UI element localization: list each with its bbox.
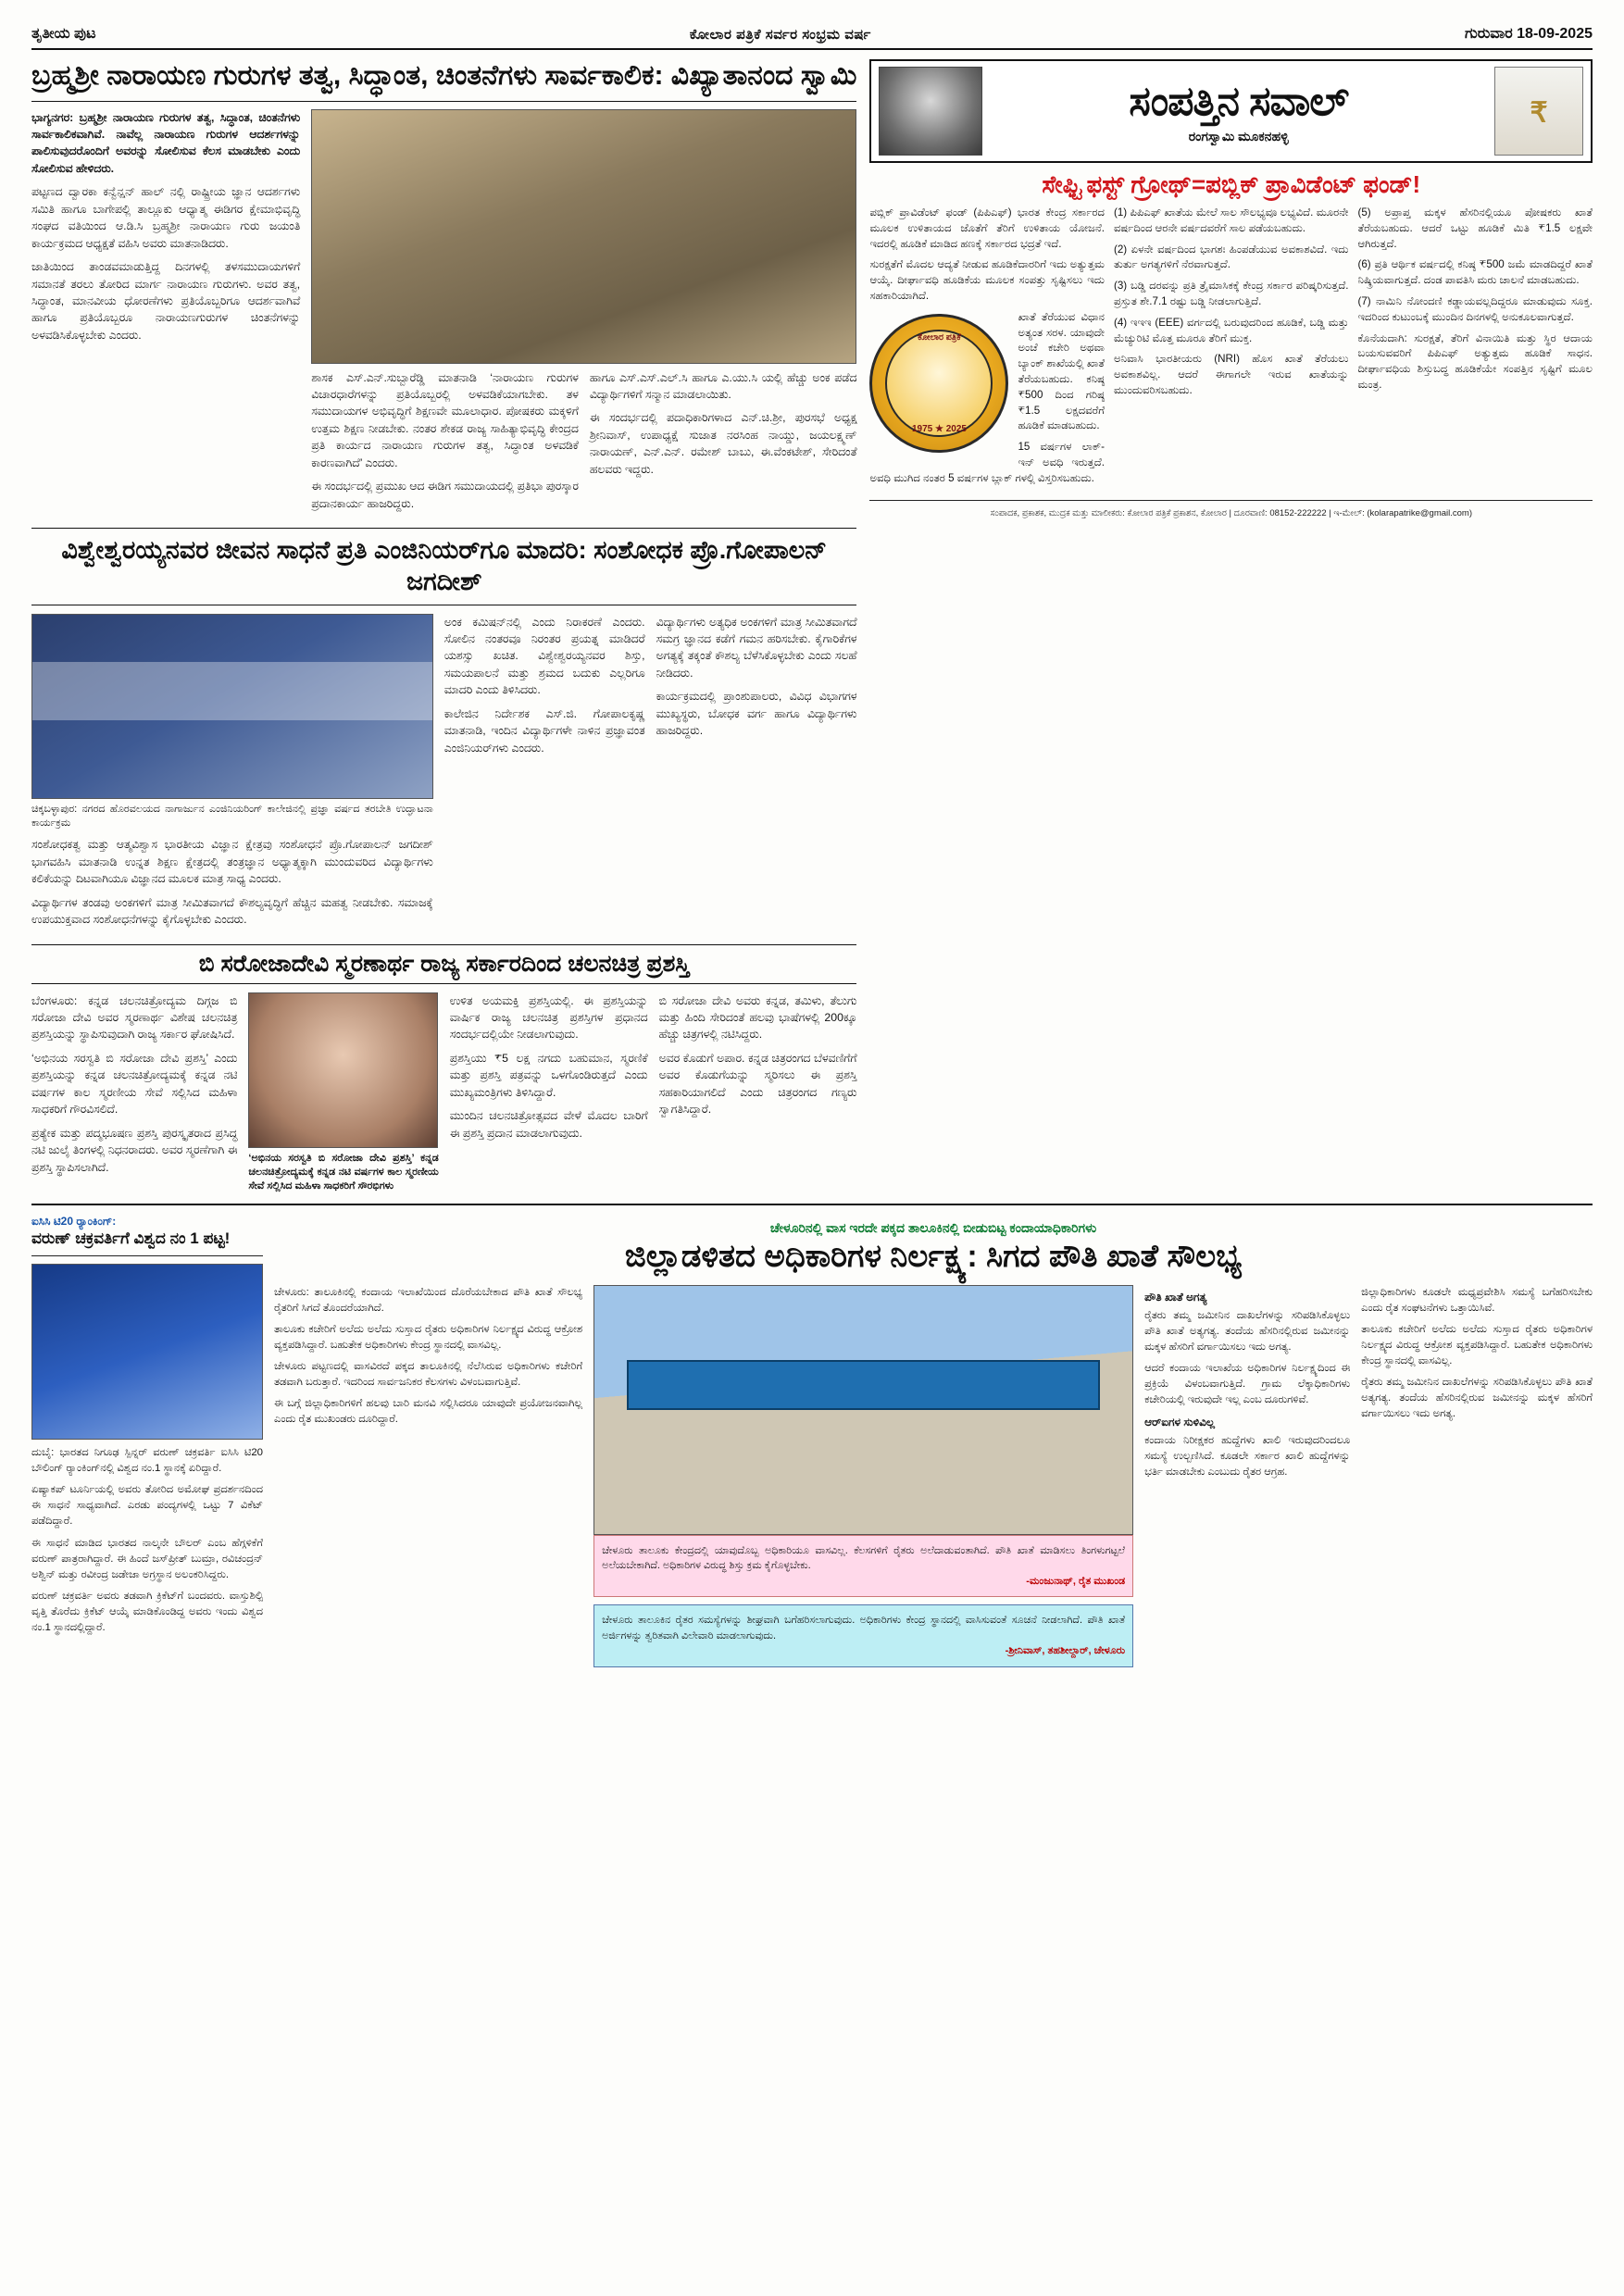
story2-photo-block (31, 614, 433, 935)
quote-text: ಚೇಳೂರು ತಾಲೂಕಿನ ರೈತರ ಸಮಸ್ಯೆಗಳನ್ನು ಶೀಘ್ರವಾಗಿ ಬಗೆಹರಿಸಲಾಗುವುದು. ಅಧಿಕಾರಿಗಳು ಕೇಂದ್ರ ಸ್ಥಾನದಲ್ಲಿ ವಾಸಿಸುವಂತೆ ಸೂಚನೆ ನೀಡಲಾಗಿದೆ. ಪೌತಿ ಖಾತೆ ಅರ್ಜಿಗಳನ್ನು ತ್ವರಿತವಾಗಿ ವಿಲೇವಾರಿ ಮಾಡಲಾಗುವುದು. (602, 1615, 1126, 1641)
story1-lead: ಭಾಗ್ಯನಗರ: ಬ್ರಹ್ಮಶ್ರೀ ನಾರಾಯಣ ಗುರುಗಳ ತತ್ವ, ಸಿದ್ಧಾಂತ, ಚಿಂತನೆಗಳು ಸಾರ್ವಕಾಲಿಕವಾಗಿವೆ. ನಾವೆಲ್ಲ ನಾರಾಯಣ ಗುರುಗಳ ಆದರ್ಶಗಳನ್ನು ಪಾಲಿಸುವುದರೊಂದಿಗೆ ಅವರನ್ನು ಸೋಲಿಸುವ ಕೆಲಸ ಮಾಡಬೇಕು ಎಂದು ಸೋಲಿಸುವ ಹೇಳಿದರು. (31, 110, 301, 175)
story1-col2 (311, 369, 579, 519)
top-section (31, 59, 1593, 1194)
masthead-center-title: ಕೋಲಾರ ಪತ್ರಿಕೆ ಸರ್ವರ ಸಂಭ್ರಮ ವರ್ಷ (689, 26, 871, 43)
paragraph: ವಿದ್ಯಾರ್ಥಿಗಳ ತಂಡವು ಅಂಕಗಳಿಗೆ ಮಾತ್ರ ಸೀಮಿತವಾಗದೆ ಕೌಶಲ್ಯವೃದ್ಧಿಗೆ ಹೆಚ್ಚಿನ ಮಹತ್ವ ನೀಡಬೇಕು. ಸಮಾಜಕ್ಕೆ ಉಪಯುಕ್ತವಾದ ಸಂಶೋಧನೆಗಳನ್ನು ಕೈಗೊಳ್ಳಬೇಕು ಎಂದರು. (31, 895, 433, 927)
finance-author: ರಂಗಸ್ವಾಮಿ ಮೂಕನಹಳ್ಳಿ (1188, 128, 1289, 144)
quote-text: ಚೇಳೂರು ತಾಲೂಕು ಕೇಂದ್ರದಲ್ಲಿ ಯಾವುದೊಬ್ಬ ಅಧಿಕಾರಿಯೂ ವಾಸವಿಲ್ಲ. ಕೆಲಸಗಳಿಗೆ ರೈತರು ಅಲೆದಾಡುವಂತಾಗಿದೆ. ಪೌತಿ ಖಾತೆ ಮಾಡಿಸಲು ತಿಂಗಳುಗಟ್ಟಲೆ ಅಲೆಯಬೇಕಾಗಿದೆ. ಅಧಿಕಾರಿಗಳ ವಿರುದ್ಧ ಶಿಸ್ತು ಕ್ರಮ ಕೈಗೊಳ್ಳಬೇಕು. (602, 1544, 1126, 1572)
story1-photo (311, 109, 856, 364)
story3-col3 (659, 992, 857, 1194)
subheading-ri: ಆರ್‌ಐಗಳ ಸುಳಿವಿಲ್ಲ (1144, 1416, 1216, 1429)
quote-attribution: -ಶ್ರೀನಿವಾಸ್, ತಹಶೀಲ್ದಾರ್, ಚೇಳೂರು (1005, 1645, 1126, 1657)
story-narayana-guru (31, 59, 856, 1194)
quote-attribution: -ಮಂಜುನಾಥ್, ರೈತ ಮುಖಂಡ (1026, 1575, 1126, 1587)
paragraph: ದುಬೈ: ಭಾರತದ ನಿಗೂಢ ಸ್ಪಿನ್ನರ್ ವರುಣ್ ಚಕ್ರವರ್ತಿ ಐಸಿಸಿ ಟಿ20 ಬೌಲಿಂಗ್ ರ‍್ಯಾಂಕಿಂಗ್‌ನಲ್ಲಿ ವಿಶ್ವದ ನಂ.1 ಸ್ಥಾನಕ್ಕೆ ಏರಿದ್ದಾರೆ. (31, 1446, 263, 1475)
paragraph: ಅಂಕ ಕಮಿಷನ್‌ನಲ್ಲಿ ಎಂದು ನಿರಾಕರಣೆ ಎಂದರು. ಸೋಲಿನ ನಂತರವೂ ನಿರಂತರ ಪ್ರಯತ್ನ ಮಾಡಿದರೆ ಯಶಸ್ಸು ಖಚಿತ. ವಿಶ್ವೇಶ್ವರಯ್ಯನವರ ಶಿಸ್ತು, ಸಮಯಪಾಲನೆ ಮತ್ತು ಶ್ರಮದ ಬದುಕು ಎಲ್ಲರಿಗೂ ಮಾದರಿ ಎಂದು ತಿಳಿಸಿದರು. (443, 615, 645, 697)
finance-col2 (1114, 206, 1349, 493)
finance-subtitle: ಸೇಫ್ಟಿ ಫಸ್ಟ್ ಗ್ರೋಥ್=ಪಬ್ಲಿಕ್ ಪ್ರಾವಿಡೆಂಟ್ ಫಂಡ್! (1042, 170, 1421, 198)
paragraph: 15 ವರ್ಷಗಳ ಲಾಕ್-ಇನ್ ಅವಧಿ ಇರುತ್ತದೆ. ಅವಧಿ ಮುಗಿದ ನಂತರ 5 ವರ್ಷಗಳ ಬ್ಲಾಕ್ ಗಳಲ್ಲಿ ವಿಸ್ತರಿಸಬಹುದು. (869, 441, 1105, 484)
paragraph: ರೈತರು ತಮ್ಮ ಜಮೀನಿನ ದಾಖಲೆಗಳನ್ನು ಸರಿಪಡಿಸಿಕೊಳ್ಳಲು ಪೌತಿ ಖಾತೆ ಅತ್ಯಗತ್ಯ. ತಂದೆಯ ಹೆಸರಿನಲ್ಲಿರುವ ಜಮೀನನ್ನು ಮಕ್ಕಳ ಹೆಸರಿಗೆ ವರ್ಗಾಯಿಸಲು ಇದು ಅಗತ್ಯ. (1361, 1377, 1593, 1420)
story-vishweshwaraya-headline: ವಿಶ್ವೇಶ್ವರಯ್ಯನವರ ಜೀವನ ಸಾಧನೆ ಪ್ರತಿ ಎಂಜಿನಿಯರ್‌ಗೂ ಮಾದರಿ: ಸಂಶೋಧಕ ಪ್ರೊ.ಗೋಪಾಲನ್ ಜಗದೀಶ್ (31, 528, 856, 605)
finance-banner (869, 59, 1593, 163)
paragraph: (4) ಇಇಇ (EEE) ವರ್ಗದಲ್ಲಿ ಬರುವುದರಿಂದ ಹೂಡಿಕೆ, ಬಡ್ಡಿ ಮತ್ತು ಮೆಚ್ಯುರಿಟಿ ಮೊತ್ತ ಮೂರೂ ತೆರಿಗೆ ಮುಕ್ತ. (1113, 316, 1349, 344)
taluk-office-photo (593, 1285, 1133, 1535)
seal-years: 1975 ★ 2025 (911, 424, 967, 435)
paragraph: ವರುಣ್ ಚಕ್ರವರ್ತಿ ಅವರು ತಡವಾಗಿ ಕ್ರಿಕೆಟ್‌ಗೆ ಬಂದವರು. ವಾಸ್ತುಶಿಲ್ಪಿ ವೃತ್ತಿ ತೊರೆದು ಕ್ರಿಕೆಟ್ ಆಯ್ಕೆ ಮಾಡಿಕೊಂಡಿದ್ದ ಅವರು ಇಂದು ವಿಶ್ವದ ನಂ.1 ಸ್ಥಾನದಲ್ಲಿದ್ದಾರೆ. (31, 1590, 263, 1634)
masthead-day: ಗುರುವಾರ (1465, 26, 1513, 42)
paragraph: ಬಿ ಸರೋಜಾ ದೇವಿ ಅವರು ಕನ್ನಡ, ತಮಿಳು, ತೆಲುಗು ಮತ್ತು ಹಿಂದಿ ಸೇರಿದಂತೆ ಹಲವು ಭಾಷೆಗಳಲ್ಲಿ 200ಕ್ಕೂ ಹೆಚ್ಚು ಚಿತ್ರಗಳಲ್ಲಿ ನಟಿಸಿದ್ದರು. (658, 993, 857, 1042)
sports-headline: ವರುಣ್ ಚಕ್ರವರ್ತಿಗೆ ವಿಶ್ವದ ನಂ 1 ಪಟ್ಟ! (31, 1229, 231, 1247)
bottom-photo-block (593, 1285, 1133, 1667)
masthead (31, 26, 1593, 50)
sports-column (31, 1215, 263, 1667)
story1-col1 (31, 109, 300, 519)
sports-body (31, 1445, 263, 1636)
paragraph: ಪ್ರಶಸ್ತಿಯು ₹5 ಲಕ್ಷ ನಗದು ಬಹುಮಾನ, ಸ್ಮರಣಿಕೆ ಮತ್ತು ಪ್ರಶಸ್ತಿ ಪತ್ರವನ್ನು ಒಳಗೊಂಡಿರುತ್ತದೆ ಎಂದು ಮುಖ್ಯಮಂತ್ರಿಗಳು ತಿಳಿಸಿದ್ದಾರೆ. (449, 1051, 648, 1099)
paragraph: ಅವರ ಕೊಡುಗೆ ಅಪಾರ. ಕನ್ನಡ ಚಿತ್ರರಂಗದ ಬೆಳವಣಿಗೆಗೆ ಅವರ ಕೊಡುಗೆಯನ್ನು ಸ್ಮರಿಸಲು ಈ ಪ್ರಶಸ್ತಿ ಸಹಕಾರಿಯಾಗಲಿದೆ ಎಂದು ಚಿತ್ರರಂಗದ ಗಣ್ಯರು ಸ್ವಾಗತಿಸಿದ್ದಾರೆ. (658, 1051, 857, 1117)
story1-col3 (590, 369, 857, 519)
story3-caption: ‘ಅಭಿನಯ ಸರಸ್ವತಿ ಬಿ ಸರೋಜಾ ದೇವಿ ಪ್ರಶಸ್ತಿ’ ಕನ್ನಡ ಚಲನಚಿತ್ರೋದ್ಯಮಕ್ಕೆ ಕನ್ನಡ ನಟಿ ವರ್ಷಗಳ ಕಾಲ ಸ್ಮರಣೀಯ ಸೇವೆ ಸಲ್ಲಿಸಿದ ಮಹಿಳಾ ಸಾಧಕರಿಗೆ ಸೌರಭಿಗಳು (248, 1152, 439, 1192)
imprint-line: ಸಂಪಾದಕ, ಪ್ರಕಾಶಕ, ಮುದ್ರಕ ಮತ್ತು ಮಾಲೀಕರು: ಕೋಲಾರ ಪತ್ರಿಕೆ ಪ್ರಕಾಶನ, ಕೋಲಾರ | ದೂರವಾಣಿ: 08152-222222 | ಇ-ಮೇಲ್: (kolarapatrike@gmail.com) (990, 507, 1473, 518)
paragraph: ಅನಿವಾಸಿ ಭಾರತೀಯರು (NRI) ಹೊಸ ಖಾತೆ ತೆರೆಯಲು ಅವಕಾಶವಿಲ್ಲ. ಆದರೆ ಈಗಾಗಲೇ ಇರುವ ಖಾತೆಯನ್ನು ಮುಂದುವರಿಸಬಹುದು. (1113, 353, 1349, 396)
bottom-section (31, 1215, 1593, 1667)
story-saroja-devi-headline: ಬಿ ಸರೋಜಾದೇವಿ ಸ್ಮರಣಾರ್ಥ ರಾಜ್ಯ ಸರ್ಕಾರದಿಂದ ಚಲನಚಿತ್ರ ಪ್ರಶಸ್ತಿ (31, 944, 856, 984)
paragraph: ಕಾಲೇಜಿನ ನಿರ್ದೇಶಕ ಎಸ್.ಜಿ. ಗೋಪಾಲಕೃಷ್ಣ ಮಾತನಾಡಿ, ಇಂದಿನ ವಿದ್ಯಾರ್ಥಿಗಳೇ ನಾಳಿನ ಪ್ರಜ್ಞಾವಂತ ಎಂಜಿನಿಯರ್‌ಗಳು ಎಂದರು. (443, 706, 645, 755)
story3 (31, 992, 856, 1194)
paragraph: ಹಾಗೂ ಎಸ್.ಎಸ್.ಎಲ್.ಸಿ ಹಾಗೂ ಎ.ಯು.ಸಿ ಯಲ್ಲಿ ಹೆಚ್ಚು ಅಂಕ ಪಡೆದ ವಿದ್ಯಾರ್ಥಿಗಳಿಗೆ ಸನ್ಮಾನ ಮಾಡಲಾಯಿತು. (589, 370, 857, 402)
bottom-col4 (1361, 1285, 1593, 1667)
subheading-pouti: ಪೌತಿ ಖಾತೆ ಅಗತ್ಯ (1144, 1290, 1207, 1304)
masthead-page-label: ತೃತೀಯ ಪುಟ (31, 26, 96, 42)
paragraph: ಪ್ರತ್ಯೇಕ ಮತ್ತು ಪದ್ಮಭೂಷಣ ಪ್ರಶಸ್ತಿ ಪುರಸ್ಕೃತರಾದ ಪ್ರಸಿದ್ಧ ನಟಿ ಜುಲೈ ತಿಂಗಳಲ್ಲಿ ನಿಧನರಾದರು. ಅವರ ಸ್ಮರಣೆಗಾಗಿ ಈ ಪ್ರಶಸ್ತಿ ಸ್ಥಾಪಿಸಲಾಗಿದೆ. (31, 1126, 238, 1174)
paragraph: ಆದರೆ ಕಂದಾಯ ಇಲಾಖೆಯ ಅಧಿಕಾರಿಗಳ ನಿರ್ಲಕ್ಷ್ಯದಿಂದ ಈ ಪ್ರಕ್ರಿಯೆ ವಿಳಂಬವಾಗುತ್ತಿದೆ. ಗ್ರಾಮ ಲೆಕ್ಕಾಧಿಕಾರಿಗಳು ಕಚೇರಿಯಲ್ಲಿ ಇರುವುದೇ ಇಲ್ಲ ಎಂಬ ದೂರುಗಳಿವೆ. (1144, 1362, 1351, 1406)
finance-col1 (869, 206, 1105, 493)
story2-photo (31, 614, 433, 799)
paragraph: (7) ನಾಮಿನಿ ನೋಂದಣಿ ಕಡ್ಡಾಯವಲ್ಲದಿದ್ದರೂ ಮಾಡುವುದು ಸೂಕ್ತ. ಇದರಿಂದ ಕುಟುಂಬಕ್ಕೆ ಮುಂದಿನ ದಿನಗಳಲ್ಲಿ ಅನುಕೂಲವಾಗುತ್ತದೆ. (1357, 294, 1593, 323)
paragraph: ರೈತರು ತಮ್ಮ ಜಮೀನಿನ ದಾಖಲೆಗಳನ್ನು ಸರಿಪಡಿಸಿಕೊಳ್ಳಲು ಪೌತಿ ಖಾತೆ ಅತ್ಯಗತ್ಯ. ತಂದೆಯ ಹೆಸರಿನಲ್ಲಿರುವ ಜಮೀನನ್ನು ಮಕ್ಕಳ ಹೆಸರಿಗೆ ವರ್ಗಾಯಿಸಲು ಇದು ಅಗತ್ಯ. (1144, 1309, 1351, 1353)
money-plant-icon (1494, 67, 1583, 156)
paragraph: ಕಂದಾಯ ನಿರೀಕ್ಷಕರ ಹುದ್ದೆಗಳು ಖಾಲಿ ಇರುವುದರಿಂದಲೂ ಸಮಸ್ಯೆ ಉಲ್ಬಣಿಸಿದೆ. ಕೂಡಲೇ ಸರ್ಕಾರ ಖಾಲಿ ಹುದ್ದೆಗಳನ್ನು ಭರ್ತಿ ಮಾಡಬೇಕು ಎಂಬುದು ರೈತರ ಆಗ್ರಹ. (1144, 1435, 1351, 1479)
quote-box-official (593, 1604, 1133, 1667)
paragraph: ‘ಅಭಿನಯ ಸರಸ್ವತಿ ಬಿ ಸರೋಜಾ ದೇವಿ ಪ್ರಶಸ್ತಿ’ ಎಂದು ಪ್ರಶಸ್ತಿಯನ್ನು ಕನ್ನಡ ಚಲನಚಿತ್ರೋದ್ಯಮಕ್ಕೆ ಕನ್ನಡ ನಟಿ ವರ್ಷಗಳ ಕಾಲ ಸ್ಮರಣೀಯ ಸೇವೆ ಸಲ್ಲಿಸಿದ ಮಹಿಳಾ ಸಾಧಕರಿಗೆ ಗೌರವಿಸಲಿದೆ. (31, 1051, 238, 1117)
main-bottom-story (274, 1215, 1593, 1667)
paragraph: ಪಟ್ಟಣದ ದ್ವಾರಕಾ ಕನ್ವೆನ್ಷನ್ ಹಾಲ್ ನಲ್ಲಿ ರಾಷ್ಟ್ರೀಯ ಜ್ಞಾನ ಆದರ್ಶಗಳು ಸಮಿತಿ ಹಾಗೂ ಬಾಗೇಪಲ್ಲಿ ತಾಲ್ಲೂಕು ಆಧ್ಯಾತ್ಮ ಈಡಿಗರ ಕ್ಷೇಮಾಭಿವೃದ್ಧಿ ಸಂಘದ ವತಿಯಿಂದ ಆ.ಡಿ.ಸಿ ಬ್ರಹ್ಮಶ್ರೀ ನಾರಾಯಣ ಗುರು ಜಯಂತಿ ಕಾರ್ಯಕ್ರಮದ ಆಧ್ಯಕ್ಷತೆ ವಹಿಸಿ ಅವರು ಮಾತನಾಡಿದರು. (31, 185, 301, 250)
paragraph: ಏಷ್ಯಾಕಪ್ ಟೂರ್ನಿಯಲ್ಲಿ ಅವರು ತೋರಿದ ಅಮೋಘ ಪ್ರದರ್ಶನದಿಂದ ಈ ಸಾಧನೆ ಸಾಧ್ಯವಾಗಿದೆ. ಎರಡು ಪಂದ್ಯಗಳಲ್ಲಿ ಒಟ್ಟು 7 ವಿಕೆಟ್ ಪಡೆದಿದ್ದಾರೆ. (31, 1484, 263, 1528)
story1-photo-block (311, 109, 856, 519)
story2 (31, 614, 856, 935)
paragraph: ಈ ಸಾಧನೆ ಮಾಡಿದ ಭಾರತದ ನಾಲ್ಕನೇ ಬೌಲರ್ ಎಂಬ ಹೆಗ್ಗಳಿಕೆಗೆ ವರುಣ್ ಪಾತ್ರರಾಗಿದ್ದಾರೆ. ಈ ಹಿಂದೆ ಜಸ್‌ಪ್ರೀತ್ ಬುಮ್ರಾ, ರವಿಚಂದ್ರನ್ ಅಶ್ವಿನ್ ಮತ್ತು ರವೀಂದ್ರ ಜಡೇಜಾ ಅಗ್ರಸ್ಥಾನ ಅಲಂಕರಿಸಿದ್ದರು. (31, 1537, 263, 1580)
paragraph: ಚೇಳೂರು: ತಾಲೂಕಿನಲ್ಲಿ ಕಂದಾಯ ಇಲಾಖೆಯಿಂದ ದೊರೆಯಬೇಕಾದ ಪೌತಿ ಖಾತೆ ಸೌಲಭ್ಯ ರೈತರಿಗೆ ಸಿಗದೆ ತೊಂದರೆಯಾಗಿದೆ. (274, 1286, 583, 1314)
paragraph: (2) ಏಳನೇ ವರ್ಷದಿಂದ ಭಾಗಶಃ ಹಿಂಪಡೆಯುವ ಅವಕಾಶವಿದೆ. ಇದು ತುರ್ತು ಅಗತ್ಯಗಳಿಗೆ ನೆರವಾಗುತ್ತದೆ. (1113, 243, 1349, 271)
paragraph: ಖಾತೆ ತೆರೆಯುವ ವಿಧಾನ ಅತ್ಯಂತ ಸರಳ. ಯಾವುದೇ ಅಂಚೆ ಕಚೇರಿ ಅಥವಾ ಬ್ಯಾಂಕ್ ಶಾಖೆಯಲ್ಲಿ ಖಾತೆ ತೆರೆಯಬಹುದು. ಕನಿಷ್ಠ ₹500 ದಿಂದ ಗರಿಷ್ಠ ₹1.5 ಲಕ್ಷದವರೆಗೆ ಹೂಡಿಕೆ ಮಾಡಬಹುದು. (1018, 310, 1105, 432)
finance-col3 (1358, 206, 1593, 493)
sports-photo (31, 1264, 263, 1440)
paragraph: (1) ಪಿಪಿಎಫ್ ಖಾತೆಯ ಮೇಲೆ ಸಾಲ ಸೌಲಭ್ಯವೂ ಲಭ್ಯವಿದೆ. ಮೂರನೇ ವರ್ಷದಿಂದ ಆರನೇ ವರ್ಷದವರೆಗೆ ಸಾಲ ಪಡೆಯಬಹುದು. (1113, 206, 1349, 234)
page-title: ಬ್ರಹ್ಮಶ್ರೀ ನಾರಾಯಣ ಗುರುಗಳ ತತ್ವ, ಸಿದ್ಧಾಂತ, ಚಿಂತನೆಗಳು ಸಾರ್ವಕಾಲಿಕ: ವಿಖ್ಯಾತಾನಂದ ಸ್ವಾಮಿ (31, 59, 856, 102)
story2-col3 (656, 614, 857, 935)
paragraph: ಪಬ್ಲಿಕ್ ಪ್ರಾವಿಡೆಂಟ್ ಫಂಡ್ (ಪಿಪಿಎಫ್) ಭಾರತ ಕೇಂದ್ರ ಸರ್ಕಾರದ ಮೂಲಕ ಉಳಿತಾಯದ ಜೊತೆಗೆ ತೆರಿಗೆ ಉಳಿತಾಯ ಯೋಜನೆ. ಇದರಲ್ಲಿ ಹೂಡಿಕೆ ಮಾಡಿದ ಹಣಕ್ಕೆ ಸರ್ಕಾರದ ಭದ್ರತೆ ಇದೆ. (869, 206, 1105, 250)
author-portrait (879, 67, 982, 156)
paragraph: ಚೇಳೂರು ಪಟ್ಟಣದಲ್ಲಿ ವಾಸವಿರದೆ ಪಕ್ಕದ ತಾಲೂಕಿನಲ್ಲಿ ನೆಲೆಸಿರುವ ಅಧಿಕಾರಿಗಳು ಕಚೇರಿಗೆ ತಡವಾಗಿ ಬರುತ್ತಾರೆ. ಇದರಿಂದ ಸಾರ್ವಜನಿಕರ ಕೆಲಸಗಳು ವಿಳಂಬವಾಗುತ್ತಿವೆ. (274, 1360, 583, 1389)
office-signboard (627, 1360, 1100, 1410)
anniversary-seal-icon (869, 314, 1008, 453)
paragraph: ಬೆಂಗಳೂರು: ಕನ್ನಡ ಚಲನಚಿತ್ರೋದ್ಯಮ ದಿಗ್ಗಜ ಬಿ ಸರೋಜಾ ದೇವಿ ಅವರ ಸ್ಮರಣಾರ್ಥ ವಿಶೇಷ ಚಲನಚಿತ್ರ ಪ್ರಶಸ್ತಿಯನ್ನು ಸ್ಥಾಪಿಸುವುದಾಗಿ ರಾಜ್ಯ ಸರ್ಕಾರ ಘೋಷಿಸಿದೆ. (31, 993, 238, 1042)
bottom-strap: ಚೇಳೂರಿನಲ್ಲಿ ವಾಸ ಇರದೇ ಪಕ್ಕದ ತಾಲೂಕಿನಲ್ಲಿ ಬೀಡುಬಿಟ್ಟ ಕಂದಾಯಾಧಿಕಾರಿಗಳು (769, 1219, 1097, 1235)
paragraph: (5) ಅಪ್ರಾಪ್ತ ಮಕ್ಕಳ ಹೆಸರಿನಲ್ಲಿಯೂ ಪೋಷಕರು ಖಾತೆ ತೆರೆಯಬಹುದು. ಆದರೆ ಒಟ್ಟು ಹೂಡಿಕೆ ಮಿತಿ ₹1.5 ಲಕ್ಷವೇ ಆಗಿರುತ್ತದೆ. (1357, 206, 1593, 250)
paragraph: ಕೊನೆಯದಾಗಿ: ಸುರಕ್ಷತೆ, ತೆರಿಗೆ ವಿನಾಯಿತಿ ಮತ್ತು ಸ್ಥಿರ ಆದಾಯ ಬಯಸುವವರಿಗೆ ಪಿಪಿಎಫ್ ಅತ್ಯುತ್ತಮ ಹೂಡಿಕೆ ಸಾಧನ. ದೀರ್ಘಾವಧಿಯ ಶಿಸ್ತುಬದ್ಧ ಹೂಡಿಕೆಯೇ ಸಂಪತ್ತಿನ ಸೃಷ್ಟಿಗೆ ಮೂಲ ಮಂತ್ರ. (1357, 331, 1593, 391)
bottom-col1 (274, 1285, 582, 1667)
finance-title: ಸಂಪತ್ತಿನ ಸವಾಲ್ (1129, 78, 1349, 124)
paragraph: ಜಾತಿಯಿಂದ ತಾಂಡವಮಾಡುತ್ತಿದ್ದ ದಿನಗಳಲ್ಲಿ ತಳಸಮುದಾಯಗಳಿಗೆ ಸಮಾನತೆ ತರಲು ತೋರಿದ ಮಾರ್ಗ ನಾರಾಯಣ ಗುರುಗಳು. ಅವರ ತತ್ವ, ಸಿದ್ಧಾಂತ, ಮಾನವೀಯ ಧೋರಣೆಗಳು ಪ್ರತಿಯೊಬ್ಬರಿಗೂ ಆದರ್ಶವಾಗಿವೆ ಹಾಗೂ ಪ್ರತಿಯೊಬ್ಬರೂ ನಾರಾಯಣಗುರುಗಳ ಚಿಂತನೆಗಳನ್ನು ಅಳವಡಿಸಿಕೊಳ್ಳಬೇಕು ಎಂದರು. (31, 260, 301, 342)
paragraph: ತಾಲೂಕು ಕಚೇರಿಗೆ ಅಲೆದು ಅಲೆದು ಸುಸ್ತಾದ ರೈತರು ಅಧಿಕಾರಿಗಳ ನಿರ್ಲಕ್ಷ್ಯದ ವಿರುದ್ಧ ಆಕ್ರೋಶ ವ್ಯಕ್ತಪಡಿಸಿದ್ದಾರೆ. ಬಹುತೇಕ ಅಧಿಕಾರಿಗಳು ಕೇಂದ್ರ ಸ್ಥಾನದಲ್ಲಿ ವಾಸವಿಲ್ಲ. (1361, 1323, 1593, 1366)
paragraph: ಕಾರ್ಯಕ್ರಮದಲ್ಲಿ ಪ್ರಾಂಶುಪಾಲರು, ವಿವಿಧ ವಿಭಾಗಗಳ ಮುಖ್ಯಸ್ಥರು, ಬೋಧಕ ವರ್ಗ ಹಾಗೂ ವಿದ್ಯಾರ್ಥಿಗಳು ಹಾಜರಿದ್ದರು. (656, 690, 857, 738)
paragraph: ತಾಲೂಕು ಕಚೇರಿಗೆ ಅಲೆದು ಅಲೆದು ಸುಸ್ತಾದ ರೈತರು ಅಧಿಕಾರಿಗಳ ನಿರ್ಲಕ್ಷ್ಯದ ವಿರುದ್ಧ ಆಕ್ರೋಶ ವ್ಯಕ್ತಪಡಿಸಿದ್ದಾರೆ. ಬಹುತೇಕ ಅಧಿಕಾರಿಗಳು ಕೇಂದ್ರ ಸ್ಥಾನದಲ್ಲಿ ವಾಸವಿಲ್ಲ. (274, 1323, 583, 1351)
story3-photo-block (248, 992, 438, 1194)
sports-kicker: ಐಸಿಸಿ ಟಿ20 ರ‍್ಯಾಂಕಿಂಗ್: (31, 1214, 117, 1228)
story3-col2 (450, 992, 648, 1194)
finance-body (869, 206, 1593, 493)
paragraph: ಈ ಬಗ್ಗೆ ಜಿಲ್ಲಾಧಿಕಾರಿಗಳಿಗೆ ಹಲವು ಬಾರಿ ಮನವಿ ಸಲ್ಲಿಸಿದರೂ ಯಾವುದೇ ಪ್ರಯೋಜನವಾಗಿಲ್ಲ ಎಂದು ರೈತ ಮುಖಂಡರು ದೂರಿದ್ದಾರೆ. (274, 1398, 583, 1426)
story2-caption: ಚಿಕ್ಕಬಳ್ಳಾಪುರ: ನಗರದ ಹೊರವಲಯದ ನಾಗಾರ್ಜುನ ಎಂಜಿನಿಯರಿಂಗ್ ಕಾಲೇಜಿನಲ್ಲಿ ಪ್ರಜ್ಞಾ ವರ್ಷದ ತರಬೇತಿ ಉದ್ಘಾಟನಾ ಕಾರ್ಯಕ್ರಮ (31, 803, 433, 829)
paragraph: ಉಳಿತ ಅಯಮಕ್ತಿ ಪ್ರಶಸ್ತಿಯಲ್ಲಿ. ಈ ಪ್ರಶಸ್ತಿಯನ್ನು ವಾರ್ಷಿಕ ರಾಜ್ಯ ಚಲನಚಿತ್ರ ಪ್ರಶಸ್ತಿಗಳ ಪ್ರಧಾನದ ಸಂದರ್ಭದಲ್ಲಿಯೇ ನೀಡಲಾಗುವುದು. (449, 993, 648, 1042)
paragraph: ಮುಂದಿನ ಚಲನಚಿತ್ರೋತ್ಸವದ ವೇಳೆ ಮೊದಲ ಬಾರಿಗೆ ಈ ಪ್ರಶಸ್ತಿ ಪ್ರದಾನ ಮಾಡಲಾಗುವುದು. (449, 1109, 648, 1140)
paragraph: ಈ ಸಂದರ್ಭದಲ್ಲಿ ಪ್ರಮುಖ ಆದ ಈಡಿಗ ಸಮುದಾಯದಲ್ಲಿ ಪ್ರತಿಭಾ ಪುರಸ್ಕಾರ ಪ್ರದಾನಕಾರ್ಯ ಹಾಜರಿದ್ದರು. (311, 480, 579, 510)
paragraph: ಜಿಲ್ಲಾಧಿಕಾರಿಗಳು ಕೂಡಲೇ ಮಧ್ಯಪ್ರವೇಶಿಸಿ ಸಮಸ್ಯೆ ಬಗೆಹರಿಸಬೇಕು ಎಂದು ರೈತ ಸಂಘಟನೆಗಳು ಒತ್ತಾಯಿಸಿವೆ. (1361, 1286, 1593, 1314)
bottom-col3 (1144, 1285, 1350, 1667)
paragraph: ಸಂಶೋಧಕತ್ವ ಮತ್ತು ಆತ್ಮವಿಶ್ವಾಸ ಭಾರತೀಯ ವಿಜ್ಞಾನ ಕ್ಷೇತ್ರವು ಸಂಶೋಧನೆ ಪ್ರೊ.ಗೋಪಾಲನ್ ಜಗದೀಶ್ ಭಾಗವಹಿಸಿ ಮಾತನಾಡಿ ಉನ್ನತ ಶಿಕ್ಷಣ ಕ್ಷೇತ್ರದಲ್ಲಿ ತಂತ್ರಜ್ಞಾನ ಅಧ್ಯಾತ್ಮಕ್ಕಾಗಿ ಮುಂದುವರಿದ ವಿದ್ಯಾರ್ಥಿಗಳು ಕಲಿಕೆಯನ್ನು ದಿಟವಾಗಿಯೂ ವಿಜ್ಞಾನದ ಮೂಲಕ ಮಾತ್ರ ಸಾಧ್ಯ ಎಂದರು. (31, 838, 433, 886)
bottom-headline: ಜಿಲ್ಲಾಡಳಿತದ ಅಧಿಕಾರಿಗಳ ನಿರ್ಲಕ್ಷ್ಯ: ಸಿಗದ ಪೌತಿ ಖಾತೆ ಸೌಲಭ್ಯ (624, 1238, 1243, 1274)
masthead-date-value: 18-09-2025 (1517, 26, 1593, 42)
finance-column (869, 59, 1593, 1194)
story2-col2 (444, 614, 645, 935)
paragraph: ಈ ಸಂದರ್ಭದಲ್ಲಿ ಪದಾಧಿಕಾರಿಗಳಾದ ಎನ್.ಚಿ.ಶ್ರೀ, ಪುರಸಭೆ ಅಧ್ಯಕ್ಷ ಶ್ರೀನಿವಾಸ್, ಉಪಾಧ್ಯಕ್ಷೆ ಸುಜಾತ ನರಸಿಂಹ ನಾಯ್ಡು, ಜಯಲಕ್ಷ್ಮಣ್ ನಾರಾಯಣ್, ಎನ್.ಎನ್. ರಮೇಶ್ ಬಾಬು, ಈ.ವೆಂಕಟೇಶ್, ಸೇರಿದಂತೆ ಹಲವರು ಇದ್ದರು. (589, 411, 857, 476)
masthead-date (1465, 26, 1593, 43)
story3-portrait-photo (248, 992, 438, 1148)
seal-top-text: ಕೋಲಾರ ಪತ್ರಿಕೆ (918, 331, 961, 343)
paragraph: ವಿದ್ಯಾರ್ಥಿಗಳು ಅತ್ಯಧಿಕ ಅಂಕಗಳಿಗೆ ಮಾತ್ರ ಸೀಮಿತವಾಗದೆ ಸಮಗ್ರ ಜ್ಞಾನದ ಕಡೆಗೆ ಗಮನ ಹರಿಸಬೇಕು. ಕೈಗಾರಿಕೆಗಳ ಅಗತ್ಯಕ್ಕೆ ತಕ್ಕಂತೆ ಕೌಶಲ್ಯ ಬೆಳೆಸಿಕೊಳ್ಳಬೇಕು ಎಂದು ಸಲಹೆ ನೀಡಿದರು. (656, 615, 857, 680)
story3-col1 (31, 992, 237, 1194)
paragraph: (3) ಬಡ್ಡಿ ದರವನ್ನು ಪ್ರತಿ ತ್ರೈಮಾಸಿಕಕ್ಕೆ ಕೇಂದ್ರ ಸರ್ಕಾರ ಪರಿಷ್ಕರಿಸುತ್ತದೆ. ಪ್ರಸ್ತುತ ಶೇ.7.1 ರಷ್ಟು ಬಡ್ಡಿ ನೀಡಲಾಗುತ್ತಿದೆ. (1113, 280, 1349, 307)
paragraph: ಸುರಕ್ಷತೆಗೆ ಮೊದಲ ಆದ್ಯತೆ ನೀಡುವ ಹೂಡಿಕೆದಾರರಿಗೆ ಇದು ಅತ್ಯುತ್ತಮ ಆಯ್ಕೆ. ದೀರ್ಘಾವಧಿ ಹೂಡಿಕೆಯ ಮೂಲಕ ಸಂಪತ್ತು ಸೃಷ್ಟಿಸಲು ಇದು ಸಹಕಾರಿಯಾಗಿದೆ. (869, 258, 1105, 302)
quote-box-farmer (593, 1535, 1133, 1598)
paragraph: (6) ಪ್ರತಿ ಆರ್ಥಿಕ ವರ್ಷದಲ್ಲಿ ಕನಿಷ್ಠ ₹500 ಜಮೆ ಮಾಡದಿದ್ದರೆ ಖಾತೆ ನಿಷ್ಕ್ರಿಯವಾಗುತ್ತದೆ. ದಂಡ ಪಾವತಿಸಿ ಮರು ಚಾಲನೆ ಮಾಡಬಹುದು. (1357, 258, 1593, 287)
paragraph: ಶಾಸಕ ಎಸ್.ಎನ್.ಸುಬ್ಬಾರೆಡ್ಡಿ ಮಾತನಾಡಿ ‘ನಾರಾಯಣ ಗುರುಗಳ ವಿಚಾರಧಾರೆಗಳನ್ನು ಪ್ರತಿಯೊಬ್ಬರಲ್ಲಿ ಅಳವಡಿಕೆಯಾಗಬೇಕು. ತಳ ಸಮುದಾಯಗಳ ಅಭಿವೃದ್ಧಿಗೆ ಶಿಕ್ಷಣವೇ ಮೂಲಾಧಾರ. ಪೋಷಕರು ಮಕ್ಕಳಿಗೆ ಉತ್ತಮ ಶಿಕ್ಷಣ ನೀಡಬೇಕು. ನಂತರ ಶೇಕಡ ರಾಜ್ಯ ಸಾಹಿತ್ಯಾಭಿವೃದ್ಧಿ ಕೇಂದ್ರದ ಪ್ರತಿ ಕಾರ್ಯದ ನಾರಾಯಣ ಗುರುಗಳ ತತ್ವ, ಸಿದ್ಧಾಂತ ಅಳವಡಿಕೆ ಕಾರಣವಾಗಿದೆ’ ಎಂದರು. (311, 370, 579, 469)
